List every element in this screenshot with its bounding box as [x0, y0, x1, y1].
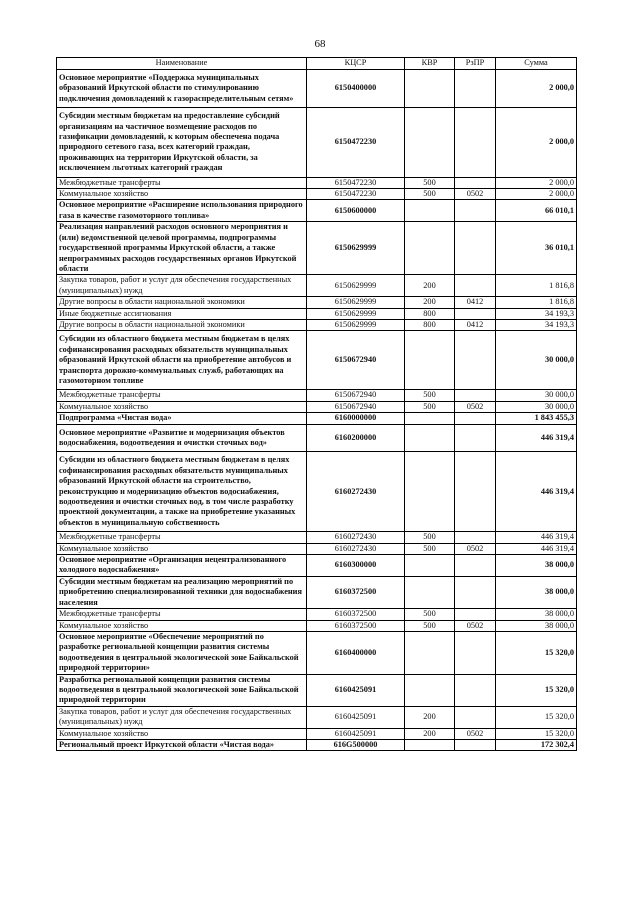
cell-kvr	[405, 631, 455, 674]
cell-name: Межбюджетные трансферты	[57, 609, 307, 620]
cell-kcsr: 6160272430	[307, 543, 405, 554]
page-number: 68	[314, 38, 326, 50]
cell-kvr	[405, 331, 455, 390]
cell-sum: 30 000,0	[496, 401, 577, 412]
table-row	[57, 331, 577, 390]
cell-sum: 2 000,0	[496, 189, 577, 200]
cell-kvr	[405, 555, 455, 577]
cell-kcsr: 6150472230	[307, 189, 405, 200]
cell-name: Субсидии местным бюджетам на предоставление субсидий организациям на частичное возмещение расходов по газификации домовладений, к которым обеспечена подача природного сетевого газа, всех категорий граждан, проживающих на территории Иркутской области, за исключением льготных категорий граждан	[57, 108, 307, 177]
cell-name: Закупка товаров, работ и услуг для обеспечения государственных (муниципальных) нужд	[57, 275, 307, 297]
cell-name: Межбюджетные трансферты	[57, 532, 307, 543]
cell-kvr: 800	[405, 319, 455, 330]
header-rzpr: РзПР	[455, 58, 496, 70]
cell-sum: 38 000,0	[496, 555, 577, 577]
cell-name: Основное мероприятие «Поддержка муниципальных образований Иркутской области по стимулированию подключения домовладений к газораспределительным сетям»	[57, 70, 307, 108]
table-row	[57, 452, 577, 532]
cell-kcsr: 6160272430	[307, 532, 405, 543]
table-row	[57, 189, 577, 200]
cell-kvr: 200	[405, 706, 455, 728]
table-header-row	[57, 58, 577, 70]
cell-kcsr: 6150600000	[307, 200, 405, 222]
cell-name: Коммунальное хозяйство	[57, 728, 307, 739]
table-row	[57, 706, 577, 728]
cell-name: Другие вопросы в области национальной экономики	[57, 319, 307, 330]
cell-kcsr: 6150629999	[307, 275, 405, 297]
cell-sum: 30 000,0	[496, 331, 577, 390]
cell-rzpr	[455, 200, 496, 222]
cell-rzpr: 0502	[455, 189, 496, 200]
cell-kcsr: 6150629999	[307, 319, 405, 330]
cell-sum: 2 000,0	[496, 177, 577, 188]
table-row	[57, 200, 577, 222]
cell-name: Реализация направлений расходов основного мероприятия и (или) ведомственной целевой программы, подпрограммы государственной программы Иркутской области, а также непрограммных расходов государственных органов Иркутской области	[57, 222, 307, 275]
cell-name: Коммунальное хозяйство	[57, 620, 307, 631]
cell-sum: 15 320,0	[496, 674, 577, 706]
cell-sum: 38 000,0	[496, 620, 577, 631]
cell-kcsr: 6160425091	[307, 674, 405, 706]
cell-kcsr: 6160200000	[307, 424, 405, 452]
cell-kvr	[405, 200, 455, 222]
cell-name: Основное мероприятие «Организация нецентрализованного холодного водоснабжения»	[57, 555, 307, 577]
cell-rzpr: 0502	[455, 620, 496, 631]
table-row	[57, 413, 577, 424]
cell-sum: 15 320,0	[496, 631, 577, 674]
cell-sum: 446 319,4	[496, 452, 577, 532]
table-row	[57, 108, 577, 177]
cell-rzpr	[455, 331, 496, 390]
cell-name: Субсидии из областного бюджета местным бюджетам в целях софинансирования расходных обязательств муниципальных образований Иркутской области на строительство, реконструкцию и модернизацию объектов водоснабжения, водоотведения и очистки сточных вод, в том числе разработку проектной документации, а также на приобретение указанных объектов в муниципальную собственность	[57, 452, 307, 532]
table-row	[57, 739, 577, 750]
cell-kcsr: 6160300000	[307, 555, 405, 577]
cell-kvr: 200	[405, 297, 455, 308]
table-row	[57, 222, 577, 275]
table-row	[57, 543, 577, 554]
cell-rzpr	[455, 706, 496, 728]
budget-table	[56, 57, 577, 751]
table-row	[57, 275, 577, 297]
table-row	[57, 319, 577, 330]
table-row	[57, 631, 577, 674]
cell-kvr	[405, 222, 455, 275]
cell-kcsr: 6150400000	[307, 70, 405, 108]
table-row	[57, 555, 577, 577]
cell-kvr	[405, 70, 455, 108]
cell-name: Подпрограмма «Чистая вода»	[57, 413, 307, 424]
cell-rzpr	[455, 576, 496, 608]
table-row	[57, 424, 577, 452]
cell-kvr: 200	[405, 275, 455, 297]
cell-sum: 1 816,8	[496, 275, 577, 297]
cell-kvr: 500	[405, 189, 455, 200]
cell-name: Межбюджетные трансферты	[57, 390, 307, 401]
header-sum: Сумма	[496, 58, 577, 70]
cell-rzpr: 0412	[455, 319, 496, 330]
cell-rzpr	[455, 222, 496, 275]
table-row	[57, 674, 577, 706]
table-row	[57, 177, 577, 188]
cell-sum: 66 010,1	[496, 200, 577, 222]
cell-kcsr: 6160372500	[307, 620, 405, 631]
cell-kvr	[405, 739, 455, 750]
cell-rzpr	[455, 739, 496, 750]
cell-rzpr: 0412	[455, 297, 496, 308]
cell-sum: 172 302,4	[496, 739, 577, 750]
cell-rzpr	[455, 452, 496, 532]
cell-kvr: 500	[405, 543, 455, 554]
cell-sum: 15 320,0	[496, 728, 577, 739]
cell-rzpr: 0502	[455, 543, 496, 554]
cell-name: Субсидии из областного бюджета местным бюджетам в целях софинансирования расходных обязательств муниципальных образований Иркутской области на приобретение автобусов и транспорта дорожно-коммунальных служб, работающих на газомоторном топливе	[57, 331, 307, 390]
cell-sum: 38 000,0	[496, 576, 577, 608]
cell-kvr	[405, 108, 455, 177]
cell-sum: 1 816,8	[496, 297, 577, 308]
header-name: Наименование	[57, 58, 307, 70]
cell-sum: 38 000,0	[496, 609, 577, 620]
cell-kcsr: 616G500000	[307, 739, 405, 750]
cell-kvr: 500	[405, 177, 455, 188]
table-row	[57, 576, 577, 608]
cell-kcsr: 6160425091	[307, 706, 405, 728]
cell-sum: 2 000,0	[496, 108, 577, 177]
cell-rzpr: 0502	[455, 401, 496, 412]
table-row	[57, 609, 577, 620]
cell-kcsr: 6160000000	[307, 413, 405, 424]
table-row	[57, 401, 577, 412]
cell-sum: 1 843 455,3	[496, 413, 577, 424]
table-body	[57, 70, 577, 751]
cell-kcsr: 6150629999	[307, 222, 405, 275]
cell-kcsr: 6160372500	[307, 609, 405, 620]
cell-kcsr: 6150672940	[307, 401, 405, 412]
cell-rzpr	[455, 555, 496, 577]
cell-rzpr	[455, 275, 496, 297]
cell-kvr	[405, 452, 455, 532]
cell-sum: 15 320,0	[496, 706, 577, 728]
cell-name: Субсидии местным бюджетам на реализацию мероприятий по приобретению специализированной техники для водоснабжения населения	[57, 576, 307, 608]
cell-name: Коммунальное хозяйство	[57, 543, 307, 554]
cell-kcsr: 6150472230	[307, 108, 405, 177]
cell-kcsr: 6150472230	[307, 177, 405, 188]
cell-name: Другие вопросы в области национальной экономики	[57, 297, 307, 308]
cell-kcsr: 6160372500	[307, 576, 405, 608]
cell-kvr: 500	[405, 620, 455, 631]
cell-name: Межбюджетные трансферты	[57, 177, 307, 188]
cell-kcsr: 6160272430	[307, 452, 405, 532]
table-row	[57, 390, 577, 401]
cell-sum: 446 319,4	[496, 424, 577, 452]
table-row	[57, 297, 577, 308]
cell-sum: 446 319,4	[496, 543, 577, 554]
cell-kvr: 500	[405, 401, 455, 412]
cell-sum: 34 193,3	[496, 308, 577, 319]
cell-kvr: 500	[405, 390, 455, 401]
cell-sum: 36 010,1	[496, 222, 577, 275]
cell-name: Основное мероприятие «Развитие и модернизация объектов водоснабжения, водоотведения и очистки сточных вод»	[57, 424, 307, 452]
cell-sum: 446 319,4	[496, 532, 577, 543]
cell-kcsr: 6160425091	[307, 728, 405, 739]
cell-kvr: 500	[405, 609, 455, 620]
cell-kvr: 800	[405, 308, 455, 319]
cell-name: Разработка региональной концепции развития системы водоотведения в центральной экологической зоне Байкальской природной территории	[57, 674, 307, 706]
cell-kcsr: 6150629999	[307, 308, 405, 319]
cell-rzpr	[455, 413, 496, 424]
cell-rzpr	[455, 390, 496, 401]
cell-kvr	[405, 576, 455, 608]
table-row	[57, 308, 577, 319]
cell-kvr: 500	[405, 532, 455, 543]
cell-rzpr	[455, 70, 496, 108]
table-row	[57, 70, 577, 108]
cell-name: Коммунальное хозяйство	[57, 401, 307, 412]
cell-kvr: 200	[405, 728, 455, 739]
cell-sum: 2 000,0	[496, 70, 577, 108]
cell-kcsr: 6160400000	[307, 631, 405, 674]
cell-kcsr: 6150672940	[307, 331, 405, 390]
cell-rzpr	[455, 609, 496, 620]
cell-rzpr	[455, 631, 496, 674]
cell-rzpr	[455, 308, 496, 319]
cell-rzpr	[455, 532, 496, 543]
cell-rzpr	[455, 674, 496, 706]
cell-name: Коммунальное хозяйство	[57, 189, 307, 200]
cell-kcsr: 6150629999	[307, 297, 405, 308]
cell-name: Основное мероприятие «Расширение использования природного газа в качестве газомоторного топлива»	[57, 200, 307, 222]
table-row	[57, 532, 577, 543]
header-kcsr: КЦСР	[307, 58, 405, 70]
cell-sum: 30 000,0	[496, 390, 577, 401]
cell-name: Иные бюджетные ассигнования	[57, 308, 307, 319]
cell-rzpr	[455, 177, 496, 188]
table-row	[57, 728, 577, 739]
cell-kvr	[405, 413, 455, 424]
cell-name: Закупка товаров, работ и услуг для обеспечения государственных (муниципальных) нужд	[57, 706, 307, 728]
table-row	[57, 620, 577, 631]
cell-name: Региональный проект Иркутской области «Чистая вода»	[57, 739, 307, 750]
cell-rzpr	[455, 108, 496, 177]
cell-kvr	[405, 424, 455, 452]
cell-sum: 34 193,3	[496, 319, 577, 330]
cell-name: Основное мероприятие «Обеспечение мероприятий по разработке региональной концепции развития системы водоотведения в центральной экологической зоне Байкальской природной территории»	[57, 631, 307, 674]
cell-rzpr	[455, 424, 496, 452]
cell-kcsr: 6150672940	[307, 390, 405, 401]
header-kvr: КВР	[405, 58, 455, 70]
cell-kvr	[405, 674, 455, 706]
cell-rzpr: 0502	[455, 728, 496, 739]
